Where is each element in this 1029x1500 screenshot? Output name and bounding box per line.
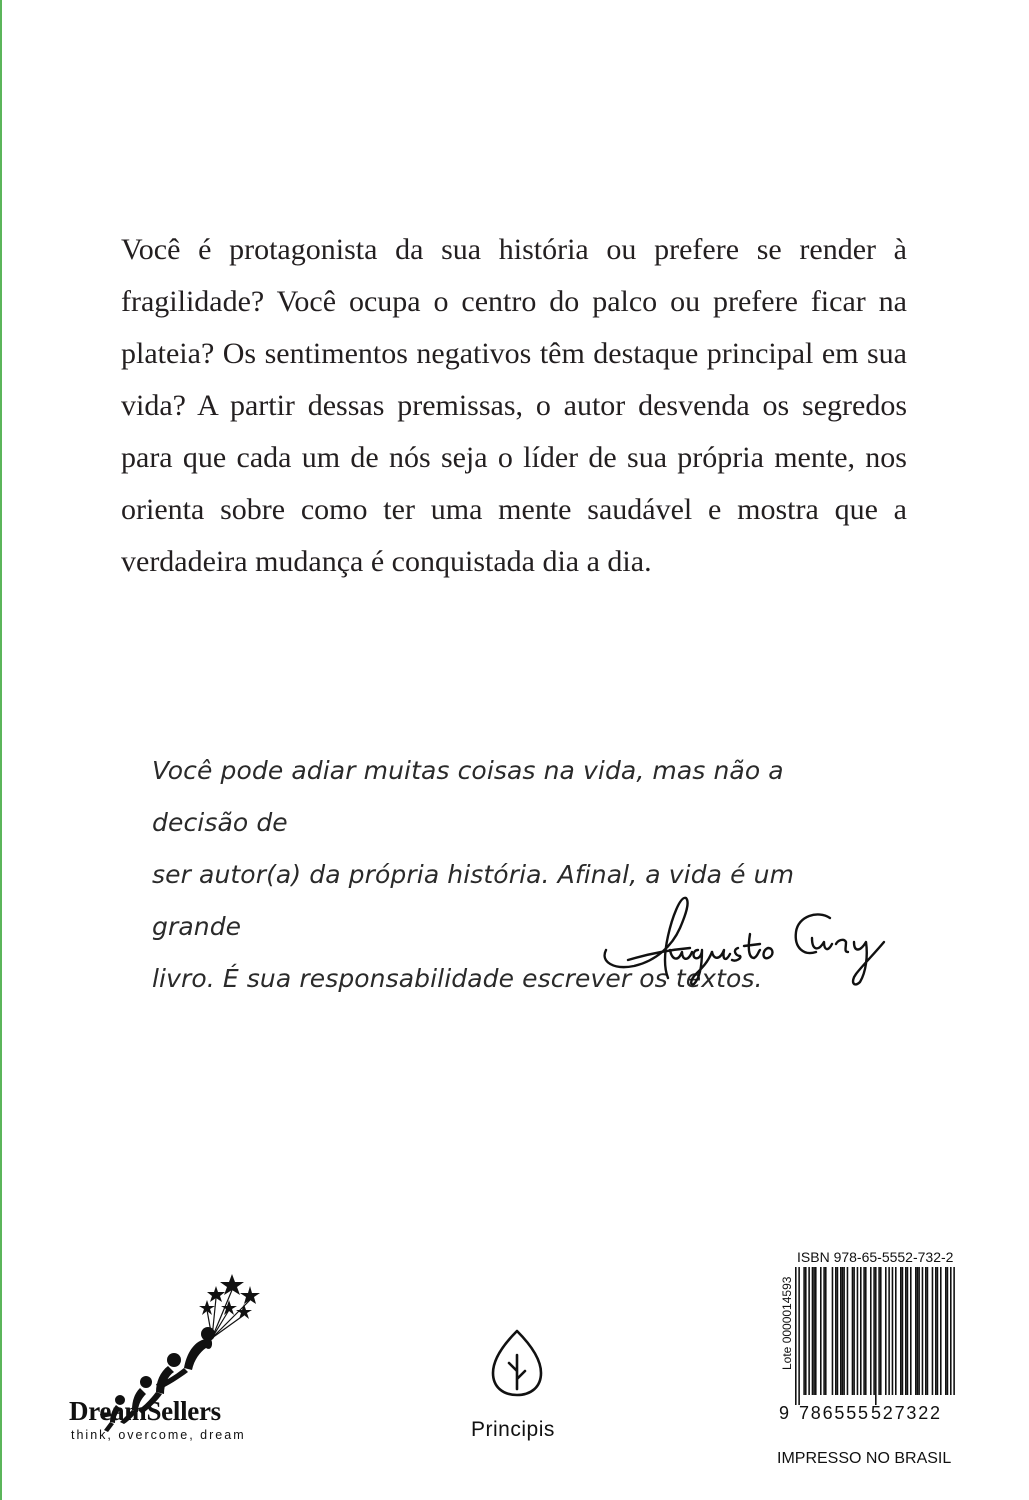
barcode-bar: [832, 1267, 834, 1395]
barcode-bar: [940, 1267, 942, 1395]
barcode-bar: [840, 1267, 842, 1395]
back-cover-blurb: Você é protagonista da sua história ou prefere se render à fragilidade? Você ocupa o centro do palco ou prefere ficar na plateia? Os sentimentos negativos têm destaque principal em sua vida? A partir dessas premissas, o autor desvenda os segredos para que cada um de nós seja o líder de sua própria mente, nos orienta sobre como ter uma mente saudável e mostra que a verdadeira mudança é conquistada dia a dia.: [121, 233, 907, 578]
barcode-bar: [935, 1267, 937, 1395]
principis-leaf-icon: [487, 1327, 547, 1399]
barcode-bar: [915, 1267, 917, 1395]
quote-line: Você pode adiar muitas coisas na vida, mas não a decisão de: [152, 756, 784, 837]
quote-line: ser autor(a) da própria história. Afinal, a vida é um grande: [152, 860, 795, 941]
barcode-bar: [812, 1267, 814, 1395]
barcode-bar: [947, 1267, 949, 1395]
barcode-bar: [907, 1267, 909, 1395]
barcode-bar: [875, 1267, 877, 1405]
barcode-bar: [932, 1267, 934, 1395]
barcode-bar: [823, 1267, 825, 1395]
barcode-bar: [927, 1267, 929, 1395]
principis-name: Principis: [471, 1418, 555, 1441]
barcode-bar: [820, 1267, 822, 1395]
barcode-bar: [863, 1267, 865, 1395]
author-signature: [598, 888, 908, 993]
barcode-bar: [813, 1267, 815, 1395]
barcode-bar: [798, 1267, 800, 1405]
lote-number: Lote 0000014593: [780, 1276, 794, 1370]
barcode-bar: [922, 1267, 924, 1395]
barcode-bar: [905, 1267, 907, 1395]
barcode-bar: [885, 1267, 887, 1395]
barcode-bar: [803, 1267, 805, 1395]
barcode-bar: [843, 1267, 845, 1395]
barcode-bar: [815, 1267, 817, 1395]
spine-edge-line: [0, 0, 2, 1500]
barcode-bar: [837, 1267, 839, 1395]
barcode-bar: [852, 1267, 854, 1395]
printed-in-brazil: IMPRESSO NO BRASIL: [777, 1450, 952, 1467]
barcode-bar: [873, 1267, 875, 1395]
barcode-bar: [808, 1267, 810, 1395]
barcode-bar: [902, 1267, 904, 1395]
barcode-bar: [842, 1267, 844, 1395]
barcode-bar: [945, 1267, 947, 1395]
barcode-bar: [857, 1267, 859, 1395]
dreamsellers-tagline: think, overcome, dream: [71, 1428, 246, 1442]
barcode-bars: [795, 1267, 955, 1405]
barcode-digit-lead: 9: [779, 1403, 790, 1423]
barcode-bar: [937, 1267, 939, 1395]
barcode-bar: [880, 1267, 882, 1395]
barcode-bar: [917, 1267, 919, 1395]
barcode-bar: [853, 1267, 855, 1395]
barcode-bar: [825, 1267, 827, 1395]
barcode-bar: [950, 1267, 952, 1395]
barcode-bar: [925, 1267, 927, 1395]
barcode-bar: [953, 1267, 955, 1395]
barcode-digit-group-1: 786555: [799, 1403, 870, 1423]
barcode-digit-group-2: 527322: [871, 1403, 942, 1423]
barcode-bar: [847, 1267, 849, 1395]
quote-line: livro. É sua responsabilidade escrever os textos.: [152, 964, 763, 993]
barcode-bar: [865, 1267, 867, 1395]
barcode-bar: [805, 1267, 807, 1395]
barcode-bar: [895, 1267, 897, 1395]
dreamsellers-name: DreamSellers: [69, 1396, 221, 1426]
barcode-bar: [910, 1267, 912, 1395]
barcode-bar: [892, 1267, 894, 1395]
barcode-bar: [870, 1267, 872, 1395]
barcode-bar: [900, 1267, 902, 1395]
barcode-bar: [795, 1267, 797, 1405]
isbn-number: ISBN 978-65-5552-732-2: [797, 1249, 954, 1265]
barcode-bar: [878, 1267, 880, 1395]
barcode-bar: [835, 1267, 837, 1395]
barcode-bar: [888, 1267, 890, 1395]
barcode-bar: [860, 1267, 862, 1395]
barcode-bar: [918, 1267, 920, 1395]
